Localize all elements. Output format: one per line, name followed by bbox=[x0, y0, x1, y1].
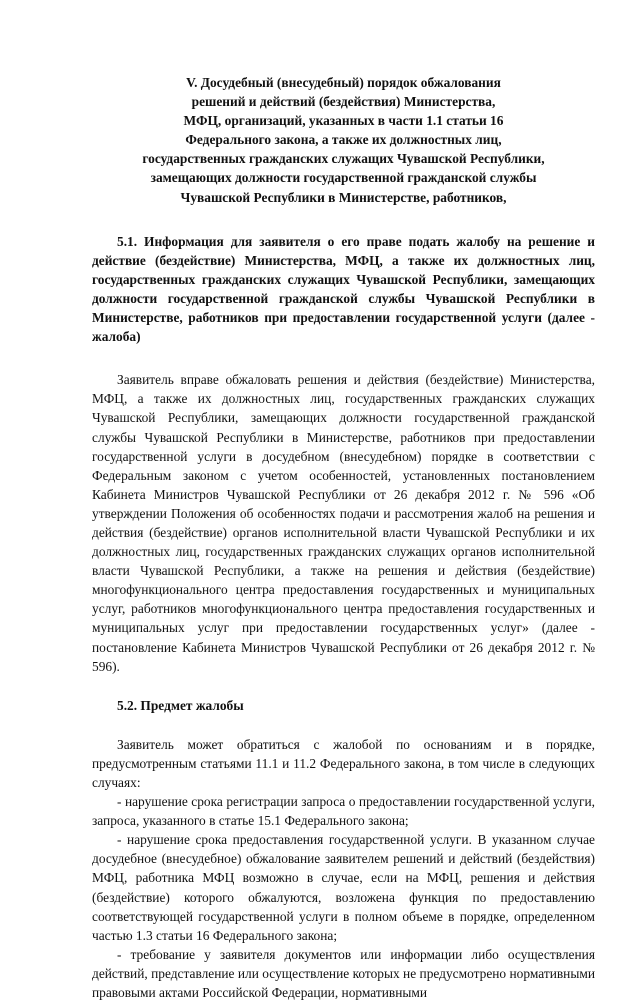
subsection-intro-5-2: Заявитель может обратиться с жалобой по основаниям и в порядке, предусмотренным статьями 11.1 и 11.2 Федерального закона, в том числе в следующих случаях: bbox=[92, 736, 595, 790]
section-title-line: МФЦ, организаций, указанных в части 1.1 статьи 16 bbox=[183, 113, 504, 129]
list-item: - требование у заявителя документов или информации либо осуществления действий, представление или осуществление которых не предусмотрено нормативными правовыми актами Российской Федерации, нормативными bbox=[92, 946, 595, 1001]
section-title-line: Чувашской Республики в Министерстве, работников, bbox=[180, 189, 507, 205]
section-title-line: замещающих должности государственной гражданской службы bbox=[150, 170, 537, 186]
section-title-line: решений и действий (бездействия) Министерства, bbox=[191, 94, 496, 110]
section-title-line: V. Досудебный (внесудебный) порядок обжалования bbox=[186, 75, 501, 90]
subsection-heading-5-1: 5.1. Информация для заявителя о его праве подать жалобу на решение и действие (бездействие) Министерства, МФЦ, а также их должностных лиц, государственных гражданских служащих Чувашской Республики, замещающих должности государственной гражданской службы Чувашской Республики в Министерстве, работников при предоставлении государственной услуги (далее - жалоба) bbox=[92, 233, 595, 345]
section-title-line: Федерального закона, а также их должностных лиц, bbox=[185, 132, 502, 148]
subsection-body-5-1: Заявитель вправе обжаловать решения и действия (бездействие) Министерства, МФЦ, а также их должностных лиц, государственных гражданских служащих Чувашской Республики, замещающих должности государственной гражданской службы Чувашской Республики в Министерстве, работников при предоставлении государственной услуги в досудебном (внесудебном) порядке в соответствии с Федеральным законом с учетом особенностей, установленных постановлением Кабинета Министров Чувашской Республики от 26 декабря 2012 г. № 596 «Об утверждении Положения об особенностях подачи и рассмотрения жалоб на решения и действия (бездействие) органов исполнительной власти Чувашской Республики и их должностных лиц, государственных гражданских служащих органов исполнительной власти Чувашской Республики, а также на решения и действия (бездействие) многофункционального центра предоставления государственных и муниципальных услуг, работников многофункционального центра предоставления государственных и муниципальных услуг при предоставлении государственных услуг» (далее - постановление Кабинета Министров Чувашской Республики от 26 декабря 2012 г. № 596). bbox=[92, 372, 595, 674]
list-item: - нарушение срока регистрации запроса о предоставлении государственной услуги, запроса, указанного в статье 15.1 Федерального закона; bbox=[92, 794, 595, 829]
list-item: - нарушение срока предоставления государственной услуги. В указанном случае досудебное (внесудебное) обжалование заявителем решений и действий (бездействия) МФЦ, работника МФЦ возможно в случае, если на МФЦ, решения и действия (бездействие) которого обжалуются, возложена функция по предоставлению соответствующей государственной услуги в полном объеме в порядке, определенном частью 1.3 статьи 16 Федерального закона; bbox=[92, 832, 595, 943]
subsection-heading-5-2: 5.2. Предмет жалобы bbox=[117, 697, 244, 713]
document-content bbox=[92, 73, 595, 1002]
section-title bbox=[92, 73, 595, 207]
section-title-line: государственных гражданских служащих Чувашской Республики, bbox=[142, 151, 545, 167]
